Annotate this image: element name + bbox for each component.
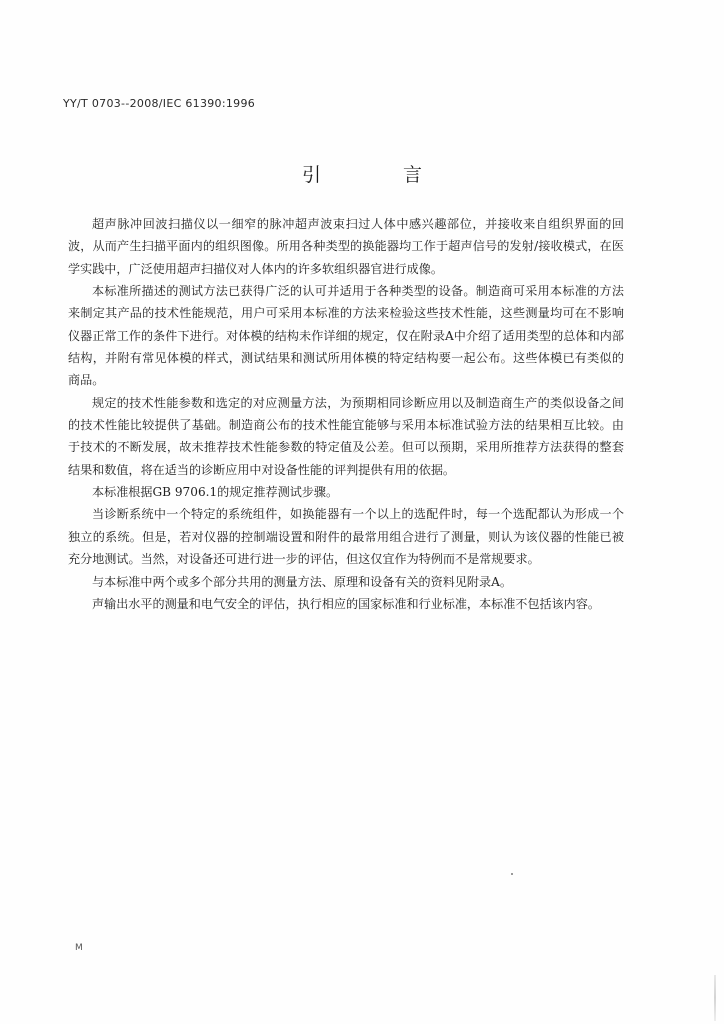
page-title: 引 言 (301, 164, 461, 186)
corner-mark: M (75, 943, 83, 953)
paragraph-5: 当诊断系统中一个特定的系统组件，如换能器有一个以上的选配件时，每一个选配都认为形成一个独立的系统。但是，若对仪器的控制端设置和附件的最常用组合进行了测量，则认为该仪器的性能已被充分地测试。当然，对设备还可进行进一步的评估，但这仅宜作为特例而不是常规要求。 (68, 507, 624, 567)
paragraph-2: 本标准所描述的测试方法已获得广泛的认可并适用于各种类型的设备。制造商可采用本标准的方法来制定其产品的技术性能规范，用户可采用本标准的方法来检验这些技术性能，这些测量均可在不影响仪器正常工作的条件下进行。对体模的结构未作详细的规定，仅在附录A中介绍了适用类型的总体和内部结构，并附有常见体模的样式，测试结果和测试所用体模的特定结构要一起公布。这些体模已有类似的商品。 (68, 284, 624, 388)
paragraph-1: 超声脉冲回波扫描仪以一细窄的脉冲超声波束扫过人体中感兴趣部位，并接收来自组织界面的回波，从而产生扫描平面内的组织图像。所用各种类型的换能器均工作于超声信号的发射/接收模式，在医学实践中，广泛使用超声扫描仪对人体内的许多软组织器官进行成像。 (68, 217, 624, 276)
paragraph-7: 声输出水平的测量和电气安全的评估，执行相应的国家标准和行业标准，本标准不包括该内容。 (92, 596, 600, 611)
paragraph-6: 与本标准中两个或多个部分共用的测量方法、原理和设备有关的资料见附录A。 (92, 574, 512, 589)
standard-number: YY/T 0703--2008/IEC 61390:1996 (63, 97, 256, 110)
paragraph-3: 规定的技术性能参数和选定的对应测量方法，为预期相同诊断应用以及制造商生产的类似设备之间的技术性能比较提供了基础。制造商公布的技术性能宜能够与采用本标准试验方法的结果相互比较。由于技术的不断发展，故未推荐技术性能参数的特定值及公差。但可以预期，采用所推荐方法获得的整套结果和数值，将在适当的诊断应用中对设备性能的评判提供有用的依据。 (68, 395, 624, 477)
paragraph-4: 本标准根据GB 9706.1的规定推荐测试步骤。 (92, 485, 339, 500)
scan-speck (511, 873, 513, 875)
body-text (68, 213, 624, 615)
scan-edge-shadow (714, 975, 716, 1021)
